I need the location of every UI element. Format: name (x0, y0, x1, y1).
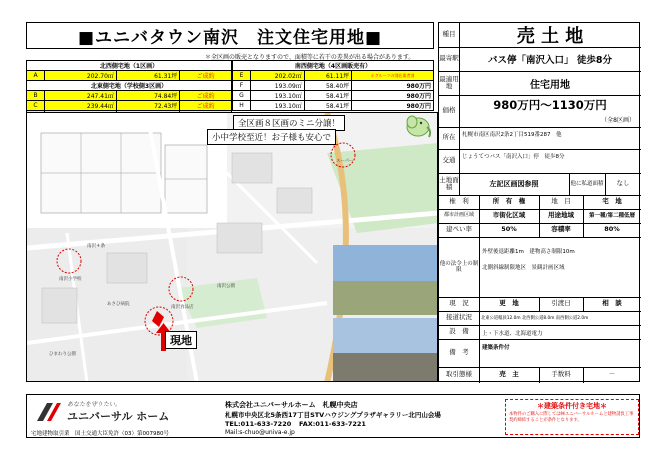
footer (26, 394, 640, 438)
table-row: G 193.10㎡ 58.41坪 980万円 (233, 91, 434, 101)
table-row: B 247.41㎡ 74.84坪 ご成約 (27, 91, 232, 101)
left-section-1: 北西側宅地（1区画） (27, 61, 232, 71)
callout-mini-subdivision: 全区画８区画のミニ分譲！ (233, 115, 345, 131)
address-label: 所在 (442, 133, 456, 142)
label-minamisawa: 南沢４条 (87, 244, 105, 249)
company-fax: FAX:011-633-7221 (299, 420, 366, 428)
city-label: 都市計画区域 (443, 212, 474, 219)
kind-label: 種目 (442, 30, 456, 39)
build-condition-title: ＊建築条件付き宅地＊ (537, 402, 607, 410)
build-condition-body: 本物件のご購入に際しては㈱ユニバーサルホームと建物請負工事契約締結することが条件となります。 (509, 412, 634, 423)
company-logo: ユニバーサル ホーム (67, 410, 170, 423)
right-lot-table (232, 60, 434, 111)
restrict-label: 他の法令上の制限 (439, 260, 479, 273)
rights-label: 権 利 (449, 197, 469, 206)
far-label: 容積率 (551, 225, 571, 234)
build-condition-box (505, 399, 639, 435)
restrict-2: 北側斜線制限地区 景観計画区域 (482, 265, 565, 271)
remarks-label: 備 考 (449, 348, 469, 357)
area-label: 土地面積 (439, 175, 459, 191)
page-title: ■ユニバタウン南沢 注文住宅用地■ (26, 22, 434, 49)
transport-value: じょうてつバス「南沢入口」停 徒歩8分 (462, 154, 565, 160)
private-road-label: 他に私道面積 (570, 180, 604, 187)
area-note: ＊全区画の販売となりますので、面積等に若干の差異が出る場合があります。 (205, 54, 415, 61)
use-label: 最適用地 (439, 74, 459, 90)
table-row: A 202.70㎡ 61.31坪 ご成約 (27, 71, 232, 81)
private-road-value: なし (616, 179, 630, 188)
left-section-2: 北東側宅地（学校側3区画） (27, 81, 232, 91)
bcr-label: 建ぺい率 (446, 225, 472, 234)
road-value: 北東公道幅員12.0m 北西側公道8.0m 南西側公道2.0m (481, 316, 589, 321)
zone-label: 用途地域 (548, 211, 574, 220)
facility-value: 上・下水道、北海道電力 (482, 331, 543, 337)
handover-value: 相 談 (602, 299, 622, 308)
use-value: 住宅用地 (530, 79, 570, 91)
restrict-1: 外壁後退距離1m 建物高さ制限10m (482, 249, 575, 255)
right-section: 南西側宅地（4区画販売有） (233, 61, 434, 71)
bcr-value: 50% (501, 225, 517, 234)
city-value: 市街化区域 (492, 211, 526, 220)
table-row: C 239.44㎡ 72.43坪 ご成約 (27, 101, 232, 111)
company-logo-icon (35, 401, 61, 423)
fee-label: 手数料 (551, 370, 571, 379)
tagline: あなたを守りたい。 (67, 401, 122, 408)
license: 宅地建物取引業 国土交通大臣免許（03）第007980号 (31, 431, 169, 437)
price-label: 価格 (442, 106, 456, 115)
area-value: 左記区画図参照 (489, 180, 539, 188)
address-value: 札幌市南区南沢2条2丁目519番287 他 (462, 132, 562, 138)
callout-school-near: 小中学校至近！お子様も安心で (207, 129, 336, 145)
rights-value: 所 有 権 (492, 197, 526, 206)
site-label: 現地 (165, 331, 197, 349)
fee-value: － (608, 370, 616, 379)
table-row: H 193.10㎡ 58.41坪 980万円 (233, 101, 434, 111)
label-park: 南沢公園 (217, 284, 235, 289)
elephant-icon (403, 112, 433, 139)
remarks-value: 建築条件付 (482, 345, 510, 351)
company-tel: TEL:011-633-7220 (225, 420, 292, 428)
company-name: 株式会社ユニバーサルホーム 札幌中央店 (225, 401, 358, 409)
station-label: 最寄駅 (439, 54, 459, 63)
station-value: バス停「南沢入口」 徒歩8分 (488, 55, 612, 66)
label-market: 南沢食品店 (171, 305, 194, 310)
land-use-label: 地 目 (551, 197, 571, 206)
label-school: 南沢小学校 (59, 277, 82, 282)
company-mail: Mail:s-chuo@univa-e.jp (225, 429, 295, 436)
table-row: E 202.02㎡ 61.11坪 ホグルーフの別荘業者別 (233, 71, 434, 81)
property-info-panel (438, 22, 640, 382)
kind-value: 売 土 地 (516, 26, 584, 47)
condition-label: 現 況 (449, 299, 469, 308)
price-note: （全8区画） (601, 117, 635, 124)
company-address: 札幌市中央区北5条西17丁目STVハウジングプラザギャラリー北円山会場 (225, 411, 441, 419)
handover-label: 引渡日 (551, 299, 571, 308)
transport-label: 交通 (442, 156, 456, 165)
label-store: スーパー (336, 159, 354, 164)
deal-value: 売 主 (499, 370, 519, 379)
price-value: 980万円～1130万円 (493, 98, 607, 112)
table-row: F 193.09㎡ 58.40坪 980万円 (233, 81, 434, 91)
label-himawari: ひまわり公園 (49, 352, 76, 357)
deal-label: 取引態様 (446, 370, 472, 379)
zone-value: 第一種/第二種低層 (588, 212, 635, 219)
map-area (26, 112, 438, 382)
far-value: 80% (604, 225, 620, 234)
condition-value: 更 地 (499, 299, 519, 308)
land-use-value: 宅 地 (602, 197, 622, 206)
label-hospital: あさひ病院 (107, 302, 130, 307)
road-label: 接道状況 (446, 313, 472, 322)
facility-label: 設 備 (449, 327, 469, 336)
